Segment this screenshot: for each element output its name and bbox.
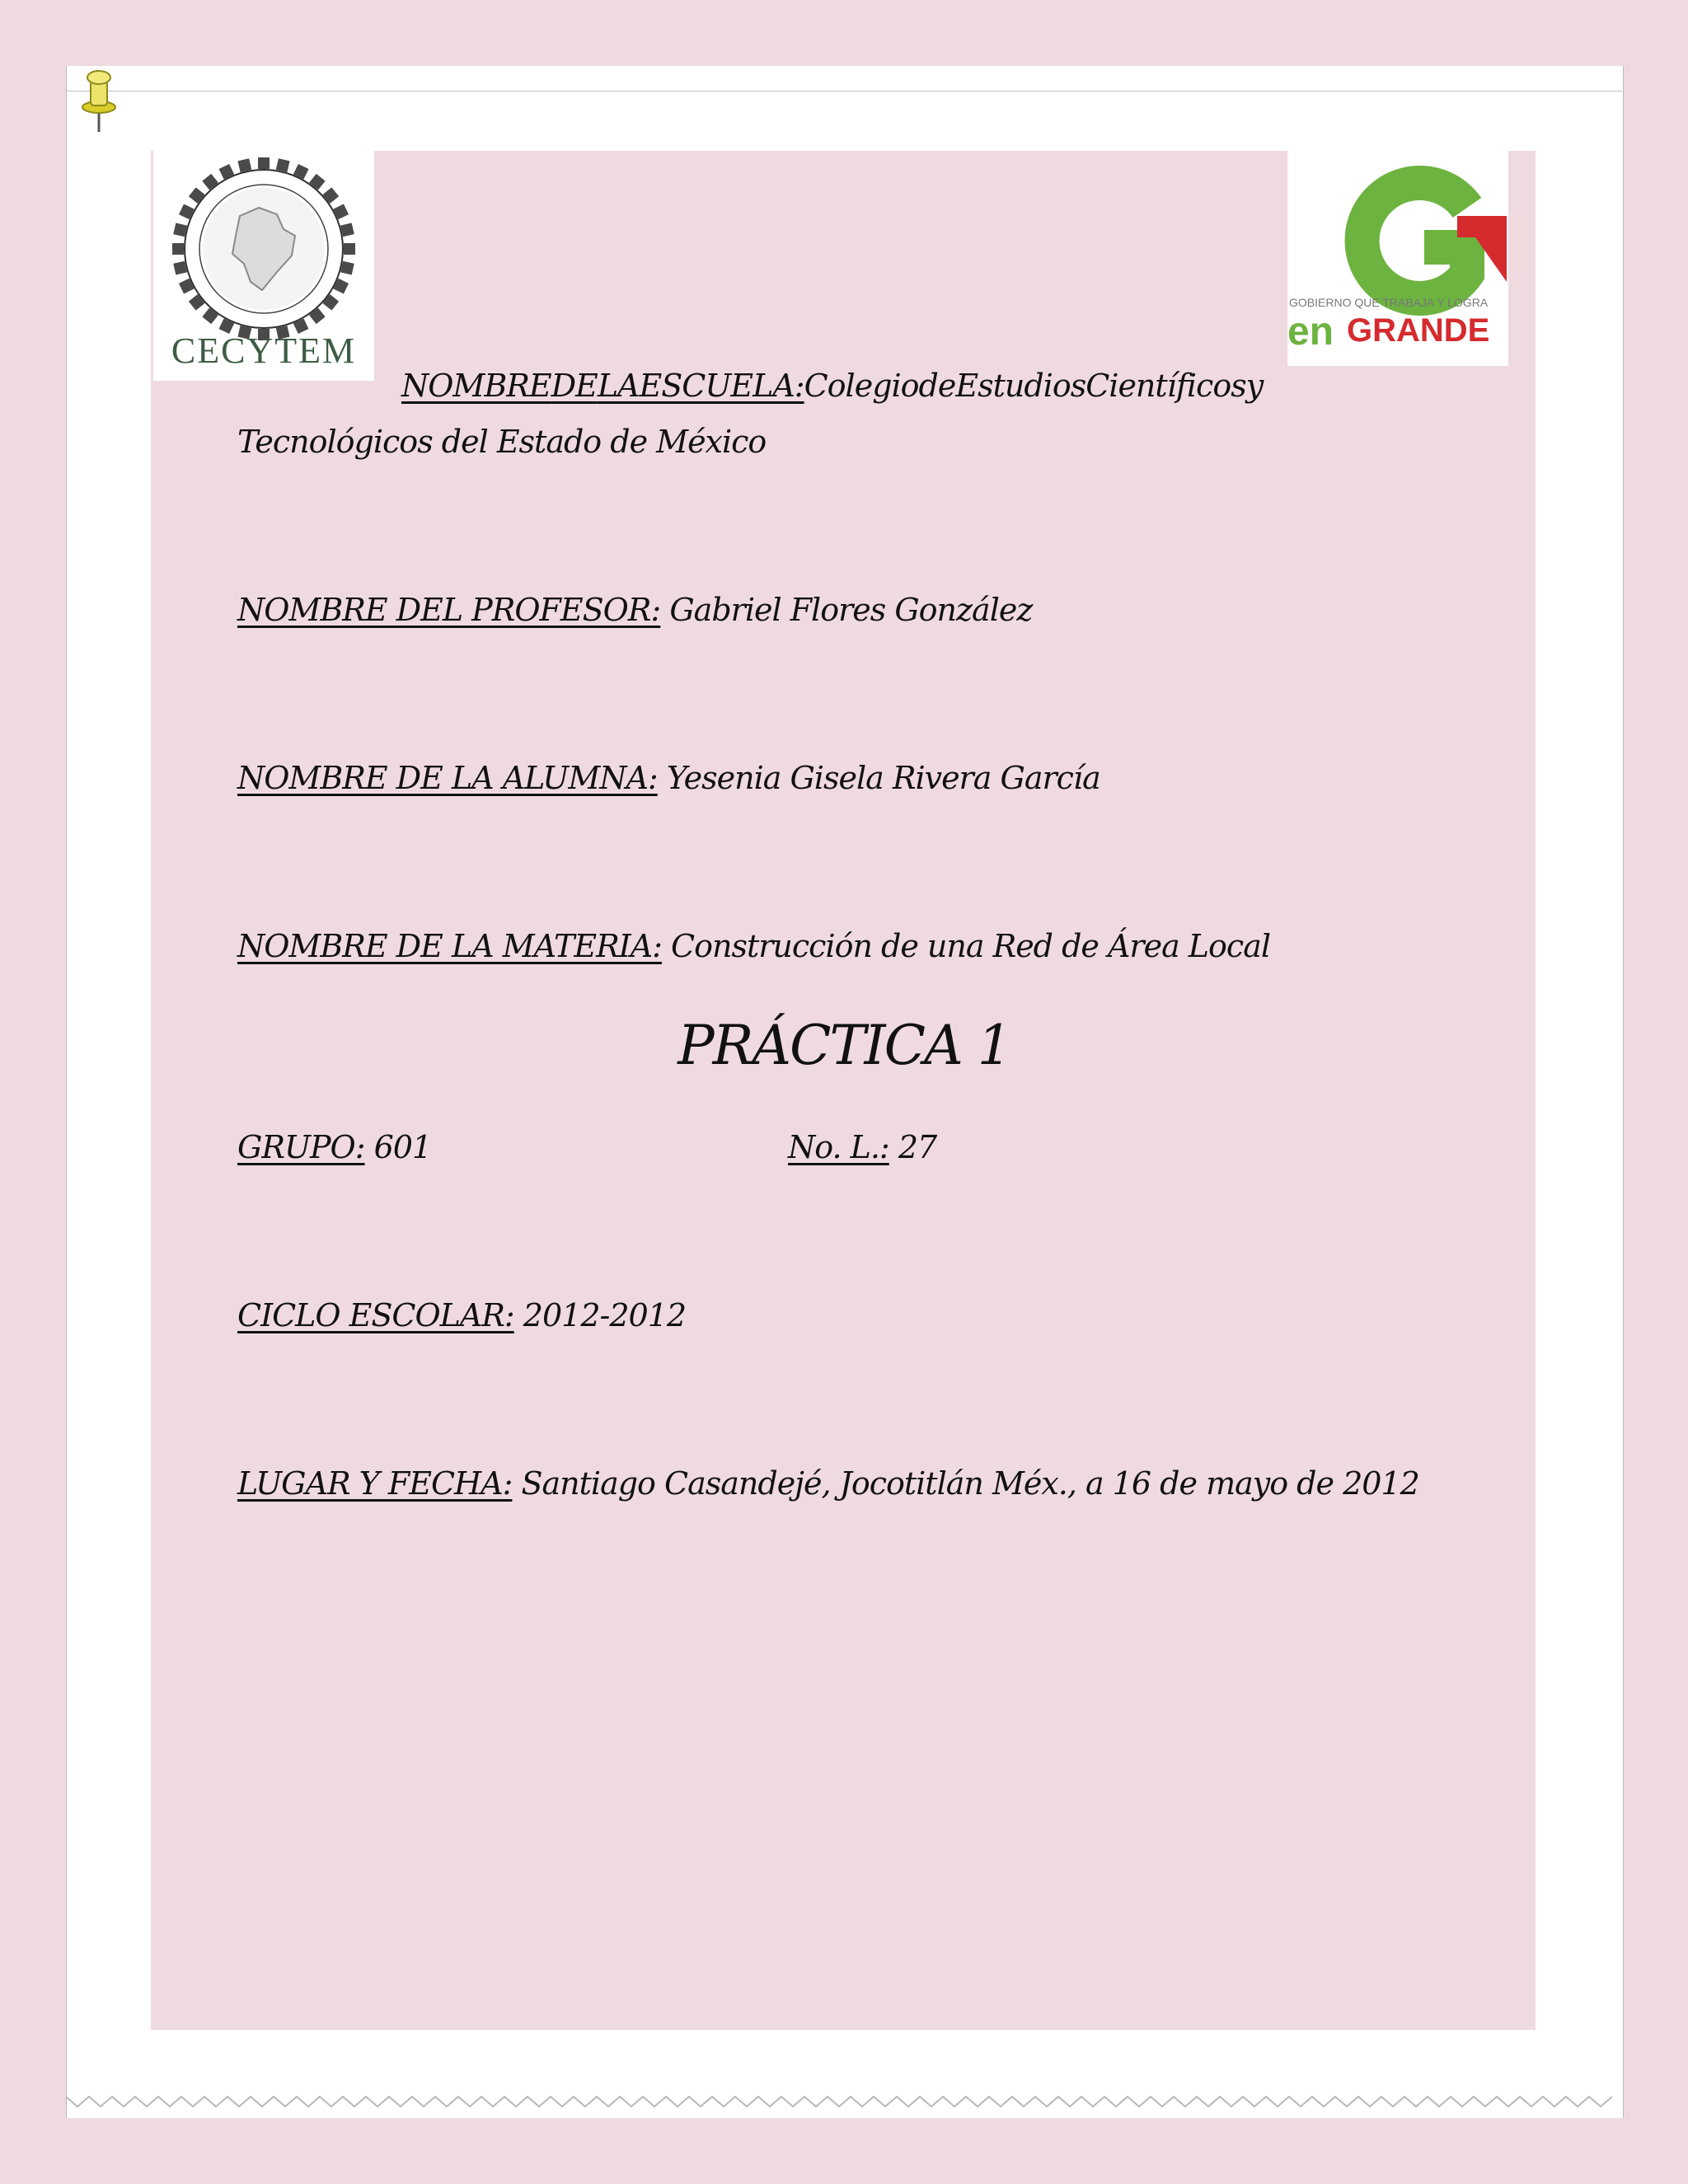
school-name-line <box>401 368 1264 404</box>
pushpin-icon <box>76 64 122 134</box>
school-year-value: 2012-2012 <box>513 1297 687 1333</box>
list-number-line <box>788 1129 936 1165</box>
student-line <box>237 760 1100 796</box>
cecytem-logo <box>153 150 374 381</box>
logo-ring-square <box>189 294 205 311</box>
practice-title: PRÁCTICA 1 <box>678 1014 1010 1077</box>
teacher-label: NOMBRE DEL PROFESOR: <box>237 592 661 628</box>
place-date-label: LUGAR Y FECHA: <box>237 1465 513 1502</box>
logo-ring-square <box>344 243 355 255</box>
subject-label: NOMBRE DE LA MATERIA: <box>237 928 662 964</box>
logo-ring-square <box>340 223 354 237</box>
logo-ring-square <box>309 307 326 324</box>
teacher-value: Gabriel Flores González <box>660 592 1033 628</box>
school-value-word: y <box>1245 368 1264 404</box>
logo-ring-square <box>202 307 218 324</box>
engrande-en-text: en <box>1287 310 1334 354</box>
school-year-label: CICLO ESCOLAR: <box>237 1297 514 1333</box>
logo-ring-square <box>237 158 251 172</box>
logo-ring-square <box>322 187 339 204</box>
school-label-word: LA <box>597 368 640 404</box>
engrande-logo <box>1287 150 1508 366</box>
school-label-word: NOMBRE <box>401 368 551 404</box>
school-name-continued: Tecnológicos del Estado de México <box>237 424 767 460</box>
subject-line <box>237 928 1270 964</box>
school-value-word: Estudios <box>955 368 1086 404</box>
group-value: 601 <box>364 1129 432 1165</box>
logo-ring-square <box>258 157 270 169</box>
logo-ring-square <box>340 261 354 275</box>
engrande-grande-text: GRANDE <box>1347 312 1490 349</box>
school-label-word: ESCUELA: <box>639 368 804 404</box>
list-number-label: No. L.: <box>788 1129 889 1165</box>
logo-ring-square <box>172 243 184 255</box>
school-label-word: DE <box>551 368 598 404</box>
logo-ring-square <box>322 294 339 311</box>
cecytem-logo-text: CECYTEM <box>171 330 357 371</box>
subject-value: Construcción de una Red de Área Local <box>661 928 1271 964</box>
logo-ring-square <box>202 174 218 190</box>
teacher-line <box>237 592 1032 628</box>
logo-ring-square <box>309 174 326 190</box>
logo-ring-square <box>173 261 187 275</box>
place-date-line <box>237 1465 1419 1502</box>
engrande-tagline: GOBIERNO QUE TRABAJA Y LOGRA <box>1289 296 1489 309</box>
student-label: NOMBRE DE LA ALUMNA: <box>237 760 658 796</box>
group-line <box>237 1129 431 1165</box>
school-year-line <box>237 1297 686 1333</box>
place-date-value: Santiago Casandejé, Jocotitlán Méx., a 16 de mayo de 2012 <box>512 1465 1419 1502</box>
logo-ring-square <box>189 187 205 204</box>
torn-page-edge <box>66 2095 1622 2108</box>
list-number-value: 27 <box>889 1129 937 1165</box>
school-value-word: de <box>918 368 956 404</box>
logo-ring-square <box>173 223 187 237</box>
logo-ring-square <box>276 158 290 172</box>
school-value-word: Científicos <box>1085 368 1246 404</box>
group-label: GRUPO: <box>237 1129 365 1165</box>
school-value-word: Colegio <box>804 368 919 404</box>
student-value: Yesenia Gisela Rivera García <box>657 760 1100 796</box>
